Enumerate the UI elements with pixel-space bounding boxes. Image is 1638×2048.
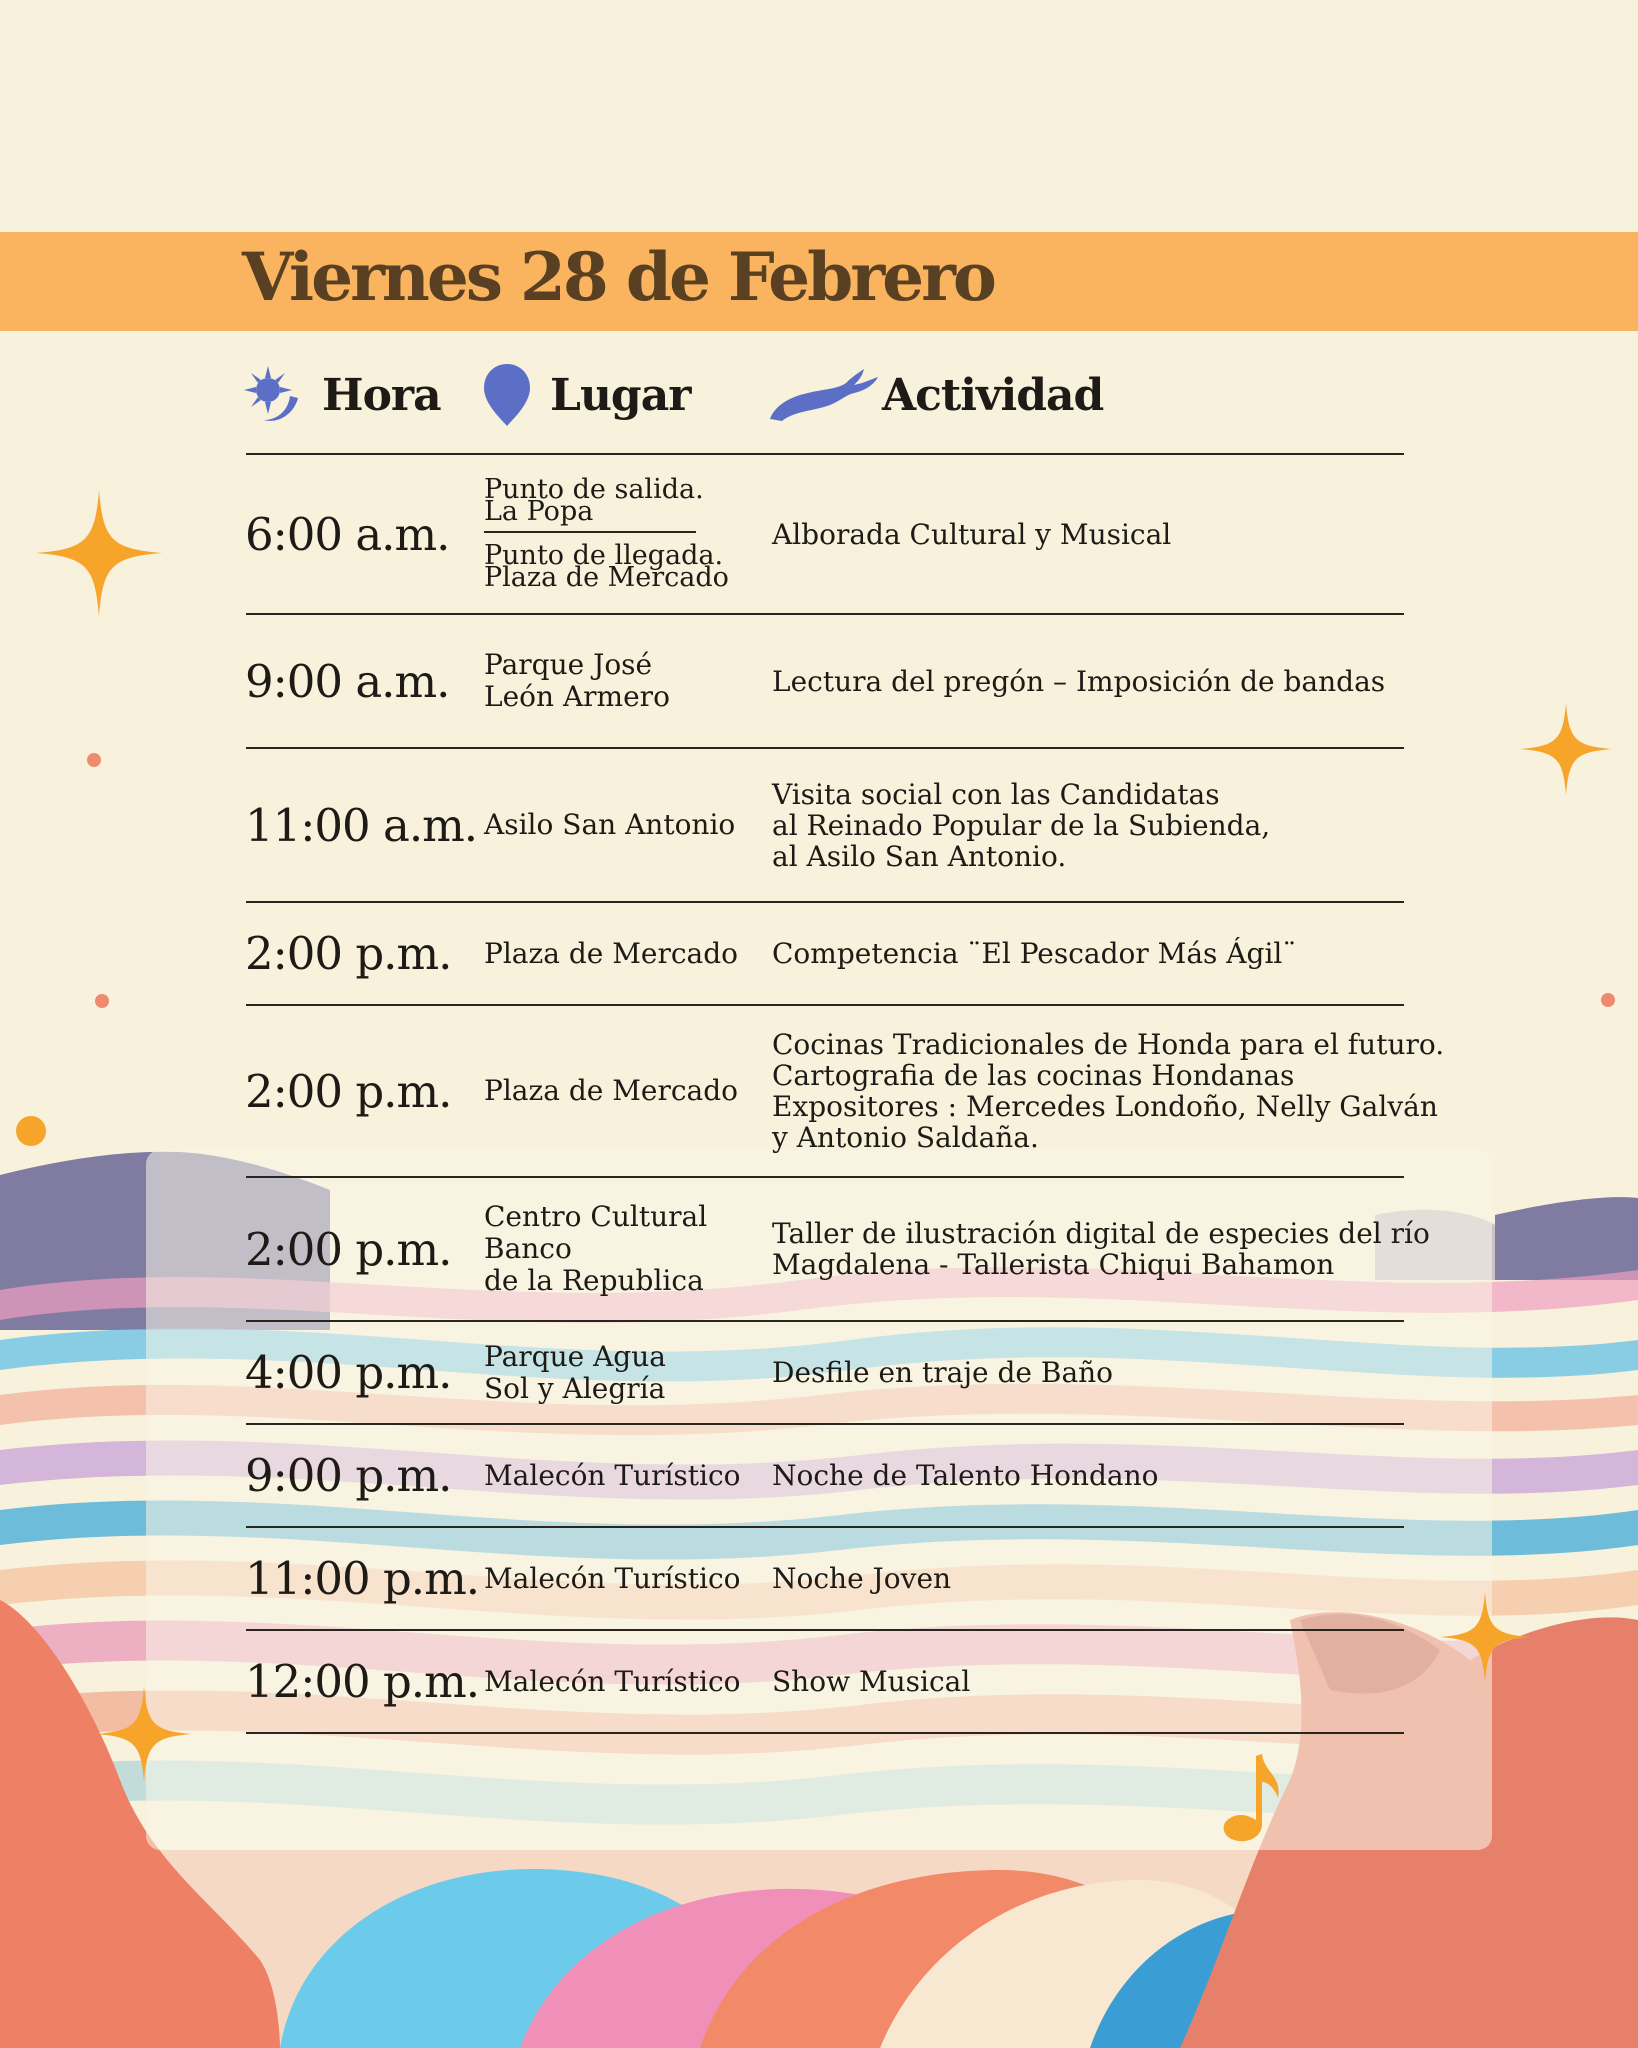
place-line: Parque José: [484, 648, 653, 681]
schedule-activity: [772, 1322, 1113, 1423]
activity-line: Expositores : Mercedes Londoño, Nelly Galván: [772, 1090, 1438, 1123]
place-line: Malecón Turístico: [484, 1664, 741, 1698]
activity-line: y Antonio Saldaña.: [772, 1121, 1039, 1154]
location-pin-icon: [482, 362, 532, 428]
schedule-place: [484, 1425, 741, 1526]
place-line: Malecón Turístico: [484, 1458, 741, 1492]
schedule-place: [484, 1528, 741, 1629]
sparkle-star-icon: [1440, 1592, 1530, 1682]
schedule-time: 11:00 a.m.: [245, 798, 478, 852]
schedule-time: 9:00 a.m.: [245, 654, 450, 708]
schedule-place: [484, 749, 735, 901]
schedule-time: 2:00 p.m.: [245, 1222, 452, 1276]
schedule-place: [484, 1322, 666, 1423]
sparkle-star-icon: [96, 1686, 192, 1782]
header-hora: [242, 360, 441, 430]
activity-line: Visita social con las Candidatas: [772, 777, 1220, 811]
schedule-activity: [772, 903, 1296, 1004]
place-line: Plaza de Mercado: [484, 936, 739, 970]
place-line: Plaza de Mercado: [484, 1074, 739, 1107]
schedule-place: [484, 1178, 707, 1320]
schedule-time: 2:00 p.m.: [245, 927, 452, 980]
decor-dot: [16, 1116, 46, 1146]
place-separator: [484, 531, 696, 533]
decor-dot: [1601, 993, 1615, 1007]
place-line: León Armero: [484, 680, 670, 713]
schedule-place: [484, 455, 729, 613]
schedule-activity: [772, 455, 1171, 613]
place-line: Banco: [484, 1232, 572, 1265]
decor-dot: [87, 753, 101, 767]
schedule-activity: [772, 1425, 1159, 1526]
decor-dot: [95, 994, 109, 1008]
place-line: Punto de llegada.: [484, 540, 724, 571]
sparkle-star-icon: [1520, 703, 1612, 795]
place-line: de la Republica: [484, 1264, 704, 1297]
header-hora-label: Hora: [322, 369, 441, 421]
place-line: Punto de salida.: [484, 474, 704, 505]
sun-moon-icon: [242, 364, 304, 426]
schedule-activity: [772, 1631, 970, 1732]
header-actividad-label: Actividad: [882, 369, 1104, 421]
header-lugar: [482, 360, 690, 430]
schedule-time: 9:00 p.m.: [245, 1449, 452, 1502]
place-line: La Popa: [484, 496, 594, 527]
schedule-time: 11:00 p.m.: [245, 1552, 480, 1605]
schedule-activity: [772, 615, 1385, 747]
activity-line: Lectura del pregón – Imposición de bandas: [772, 664, 1386, 698]
schedule-time: 6:00 a.m.: [245, 507, 450, 561]
header-lugar-label: Lugar: [550, 369, 691, 421]
activity-line: Noche de Talento Hondano: [772, 1459, 1159, 1492]
schedule-time: 2:00 p.m.: [245, 1064, 452, 1118]
schedule-time: 12:00 p.m.: [245, 1655, 480, 1708]
music-note-icon: [1216, 1752, 1286, 1844]
activity-line: Show Musical: [772, 1665, 971, 1698]
place-line: Malecón Turístico: [484, 1561, 741, 1595]
activity-line: Cartografia de las cocinas Hondanas: [772, 1059, 1295, 1092]
row-divider: [246, 1732, 1404, 1734]
schedule-place: [484, 615, 670, 747]
activity-line: Cocinas Tradicionales de Honda para el futuro.: [772, 1028, 1445, 1061]
schedule-place: [484, 903, 738, 1004]
activity-line: Desfile en traje de Baño: [772, 1356, 1114, 1389]
activity-line: Magdalena - Tallerista Chiqui Bahamon: [772, 1248, 1335, 1281]
place-line: Parque Agua: [484, 1339, 666, 1373]
header-actividad: [768, 360, 1103, 430]
schedule-activity: [772, 749, 1270, 901]
schedule-activity: [772, 1006, 1444, 1176]
activity-line: Noche Joven: [772, 1562, 952, 1595]
place-line: Plaza de Mercado: [484, 562, 729, 593]
activity-line: Taller de ilustración digital de especies del río: [772, 1217, 1430, 1250]
activity-line: Competencia ¨El Pescador Más Ágil¨: [772, 937, 1297, 970]
schedule-place: [484, 1631, 741, 1732]
page-title: Viernes 28 de Febrero: [242, 238, 994, 316]
schedule-place: [484, 1006, 738, 1176]
schedule-time: 4:00 p.m.: [245, 1346, 452, 1399]
place-line: Sol y Alegría: [484, 1371, 666, 1405]
sparkle-star-icon: [36, 490, 162, 616]
hand-icon: [768, 367, 880, 423]
activity-line: al Reinado Popular de la Subienda,: [772, 808, 1271, 842]
schedule-activity: [772, 1528, 951, 1629]
activity-line: Alborada Cultural y Musical: [772, 517, 1172, 551]
place-line: Asilo San Antonio: [484, 808, 736, 841]
schedule-activity: [772, 1178, 1430, 1320]
place-line: Centro Cultural: [484, 1200, 708, 1233]
activity-line: al Asilo San Antonio.: [772, 839, 1067, 873]
